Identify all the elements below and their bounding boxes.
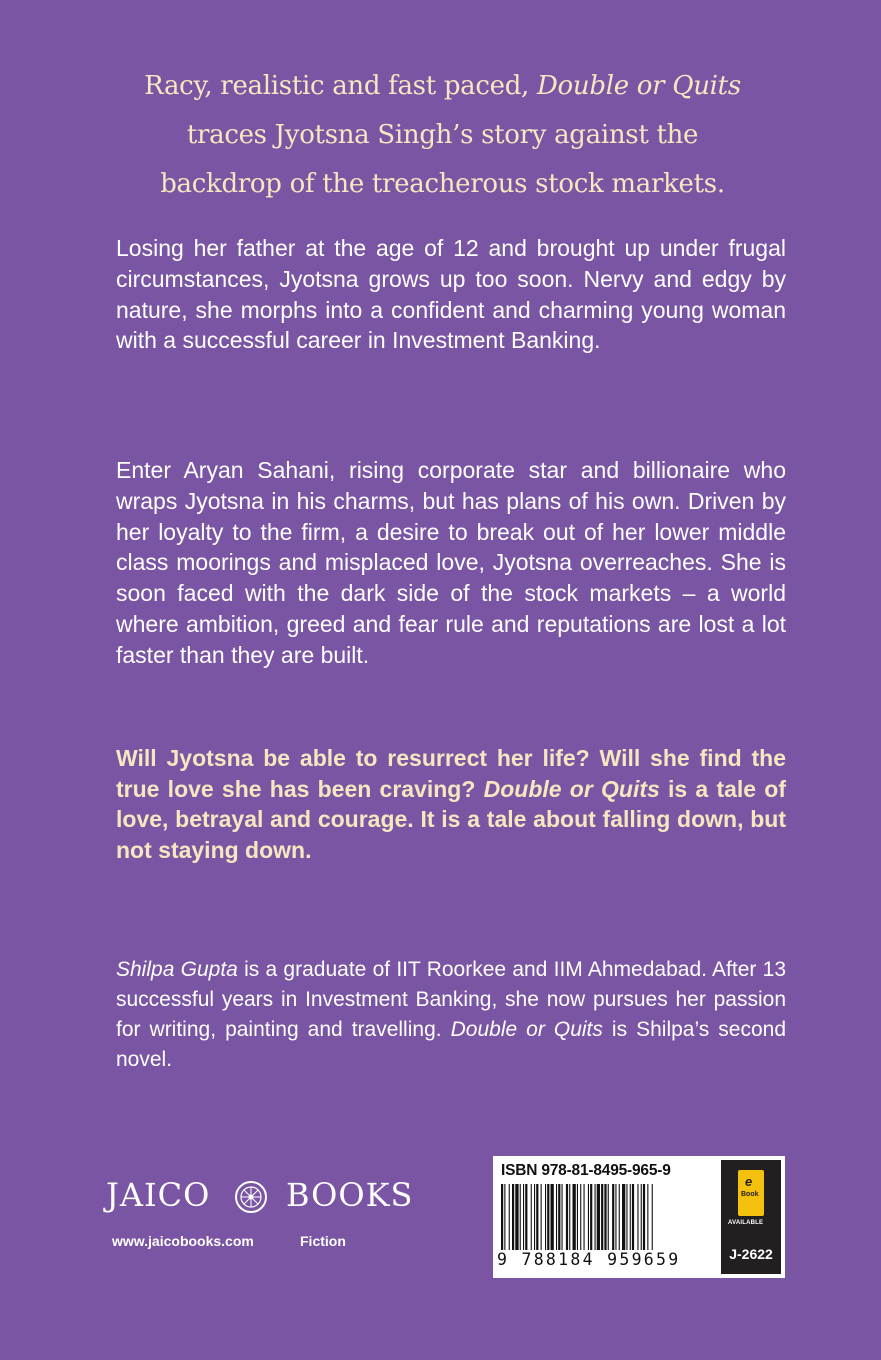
barcode-bars-icon (501, 1184, 713, 1250)
tagline-line-2: traces Jyotsna Singh’s story against the (186, 120, 699, 150)
synopsis-paragraph-1: Losing her father at the age of 12 and brought up under frugal circumstances, Jyotsna grows up too soon. Nervy and edgy by nature, she morphs into a confident and charming young woman with a successful career in Investment Banking. (116, 235, 786, 354)
author-name: Shilpa Gupta (116, 958, 238, 981)
ebook-word: Book (741, 1191, 759, 1198)
code-panel (721, 1160, 781, 1274)
chakra-wheel-icon (234, 1180, 268, 1214)
barcode-digits: 9 788184 959659 (497, 1250, 681, 1269)
synopsis-paragraph-2: Enter Aryan Sahani, rising corporate star and billionaire who wraps Jyotsna in his charms, but has plans of his own. Driven by her loyalty to the firm, a desire to break out of her lower middle class moorings and misplaced love, Jyotsna overreaches. She is soon faced with the dark side of the stock markets – a world where ambition, greed and fear rule and reputations are lost a lot faster than they are built. (116, 457, 786, 668)
ebook-available: AVAILABLE (728, 1220, 764, 1226)
tagline-line-3: backdrop of the treacherous stock markets. (160, 169, 725, 199)
author-bio-title: Double or Quits (450, 1018, 603, 1041)
ebook-letter: e (745, 1174, 753, 1189)
ebook-icon (738, 1170, 764, 1216)
publisher-name-left: JAICO (106, 1176, 211, 1214)
genre-label: Fiction (300, 1233, 346, 1249)
barcode-box (493, 1156, 785, 1278)
author-bio: Shilpa Gupta is a graduate of IIT Roorkee and IIM Ahmedabad. After 13 successful years in Investment Banking, she now pursues her passion for writing, painting and travelling. Double or Quits is Shilpa’s second novel. (116, 958, 786, 1071)
tagline (90, 62, 795, 209)
publisher-url[interactable]: www.jaicobooks.com (112, 1233, 254, 1249)
highlight-title: Double or Quits (483, 775, 660, 802)
highlight-paragraph: Will Jyotsna be able to resurrect her life? Will she find the true love she has been craving? Double or Quits is a tale of love, betrayal and courage. It is a tale about falling down, but not staying down. (116, 745, 787, 863)
tagline-title: Double or Quits (537, 71, 741, 101)
tagline-line-1: Racy, realistic and fast paced, Double or Quits (144, 71, 741, 101)
isbn-label: ISBN 978-81-8495-965-9 (501, 1162, 671, 1179)
publisher-name-right: BOOKS (286, 1176, 414, 1214)
catalog-code: J-2622 (729, 1246, 773, 1262)
